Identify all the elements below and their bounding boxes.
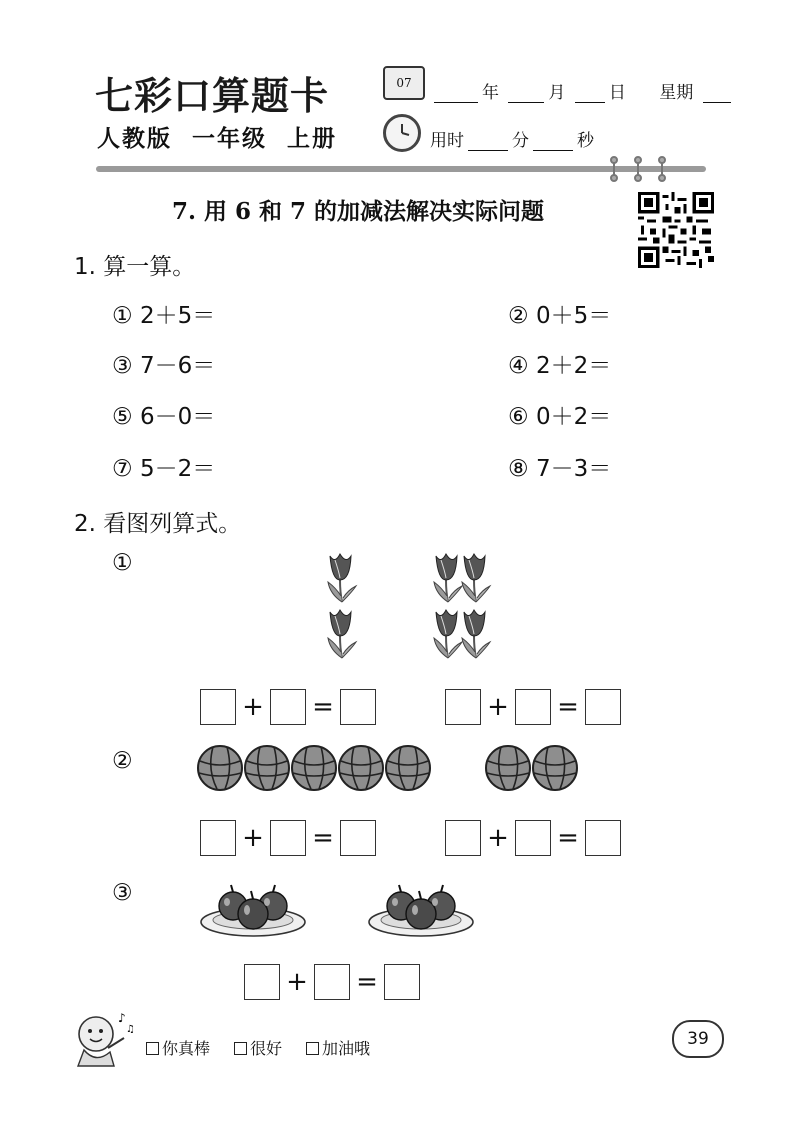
- equals-sign: =: [356, 967, 378, 997]
- problem-expression: 7－3＝: [535, 456, 612, 482]
- problem-6: [508, 398, 611, 431]
- minute-label: 分: [512, 131, 529, 151]
- equals-sign: =: [312, 823, 334, 853]
- checkbox[interactable]: [306, 1042, 319, 1055]
- answer-box[interactable]: [445, 689, 481, 725]
- plus-sign: +: [242, 823, 264, 853]
- plus-sign: +: [487, 692, 509, 722]
- answer-box[interactable]: [515, 820, 551, 856]
- tulip-icon: [328, 610, 356, 658]
- edition-label: 人教版 一年级 上册: [97, 125, 338, 152]
- problem-2: [508, 297, 611, 330]
- problem-4: [508, 347, 611, 380]
- problem-number: ④: [508, 353, 529, 379]
- rating-option-great[interactable]: [146, 1036, 210, 1059]
- checkbox[interactable]: [234, 1042, 247, 1055]
- equation-3: [244, 964, 420, 1000]
- equals-sign: =: [557, 692, 579, 722]
- plus-sign: +: [487, 823, 509, 853]
- answer-box[interactable]: [270, 689, 306, 725]
- problem-5: [112, 398, 215, 431]
- picture-item-1-number: ①: [112, 550, 133, 576]
- problem-number: ①: [112, 303, 133, 329]
- volleyballs-illustration: [195, 743, 585, 795]
- qr-code-icon[interactable]: [638, 192, 714, 268]
- brand-title: 七彩口算题卡: [95, 74, 330, 118]
- time-fields: [430, 126, 594, 151]
- answer-box[interactable]: [340, 689, 376, 725]
- equation-2b: [445, 820, 621, 856]
- rating-label: 加油哦: [322, 1039, 371, 1058]
- tulip-icon: [328, 554, 356, 602]
- svg-text:♪: ♪: [118, 1011, 126, 1025]
- equation-1a: [200, 689, 376, 725]
- section1-heading: 1. 算一算。: [74, 254, 196, 280]
- problem-3: [112, 347, 215, 380]
- problem-number: ②: [508, 303, 529, 329]
- problem-expression: 6－0＝: [139, 404, 216, 430]
- rating-option-good[interactable]: [234, 1036, 282, 1059]
- answer-box[interactable]: [270, 820, 306, 856]
- problem-8: [508, 450, 611, 483]
- rating-label: 你真棒: [162, 1039, 211, 1058]
- picture-item-3-number: ③: [112, 880, 133, 906]
- problem-number: ⑤: [112, 404, 133, 430]
- volleyball-icon: [339, 746, 383, 790]
- year-label: 年: [482, 83, 499, 103]
- weekday-label: 星期: [659, 83, 694, 103]
- problem-expression: 7－6＝: [139, 353, 216, 379]
- volleyball-icon: [245, 746, 289, 790]
- picture-item-2-number: ②: [112, 748, 133, 774]
- answer-box[interactable]: [585, 689, 621, 725]
- problem-number: ⑧: [508, 456, 529, 482]
- answer-box[interactable]: [340, 820, 376, 856]
- plus-sign: +: [242, 692, 264, 722]
- answer-box[interactable]: [515, 689, 551, 725]
- answer-box[interactable]: [314, 964, 350, 1000]
- problem-expression: 0＋5＝: [535, 303, 612, 329]
- plus-sign: +: [286, 967, 308, 997]
- volleyball-icon: [292, 746, 336, 790]
- apple-plate-icon: [201, 885, 305, 936]
- equals-sign: =: [557, 823, 579, 853]
- equation-1b: [445, 689, 621, 725]
- answer-box[interactable]: [445, 820, 481, 856]
- problem-expression: 0＋2＝: [535, 404, 612, 430]
- problem-number: ⑥: [508, 404, 529, 430]
- volleyball-icon: [486, 746, 530, 790]
- rating-label: 很好: [250, 1039, 283, 1058]
- tulip-icon: [462, 554, 490, 602]
- answer-box[interactable]: [200, 689, 236, 725]
- problem-1: [112, 297, 215, 330]
- answer-box[interactable]: [585, 820, 621, 856]
- problem-expression: 2＋2＝: [535, 353, 612, 379]
- checkbox[interactable]: [146, 1042, 159, 1055]
- calendar-number: 07: [396, 76, 412, 90]
- day-label: 日: [608, 83, 626, 103]
- apple-plate-icon: [369, 885, 473, 936]
- problem-7: [112, 450, 215, 483]
- cartoon-mascot-icon: [70, 1008, 136, 1070]
- tulip-icon: [434, 610, 462, 658]
- problem-number: ③: [112, 353, 133, 379]
- equals-sign: =: [312, 692, 334, 722]
- section2-heading: 2. 看图列算式。: [74, 511, 242, 537]
- calendar-icon: [383, 66, 425, 100]
- page-number: 39: [672, 1020, 724, 1058]
- svg-text:♫: ♫: [126, 1024, 135, 1035]
- binder-rings-icon: [604, 156, 674, 182]
- answer-box[interactable]: [244, 964, 280, 1000]
- answer-box[interactable]: [384, 964, 420, 1000]
- problem-number: ⑦: [112, 456, 133, 482]
- problem-expression: 2＋5＝: [139, 303, 216, 329]
- tulip-icon: [462, 610, 490, 658]
- problem-expression: 5－2＝: [139, 456, 216, 482]
- clock-icon: [383, 114, 421, 152]
- answer-box[interactable]: [200, 820, 236, 856]
- volleyball-icon: [198, 746, 242, 790]
- date-fields: [430, 78, 735, 103]
- volleyball-icon: [386, 746, 430, 790]
- volleyball-icon: [533, 746, 577, 790]
- tulips-illustration: [300, 540, 520, 670]
- time-prefix: 用时: [430, 131, 464, 151]
- equation-2a: [200, 820, 376, 856]
- lesson-title: 7. 用 6 和 7 的加减法解决实际问题: [172, 198, 545, 225]
- apples-illustration: [195, 872, 485, 942]
- tulip-icon: [434, 554, 462, 602]
- rating-option-keep-going[interactable]: [306, 1036, 370, 1059]
- second-label: 秒: [577, 131, 594, 151]
- month-label: 月: [548, 83, 566, 103]
